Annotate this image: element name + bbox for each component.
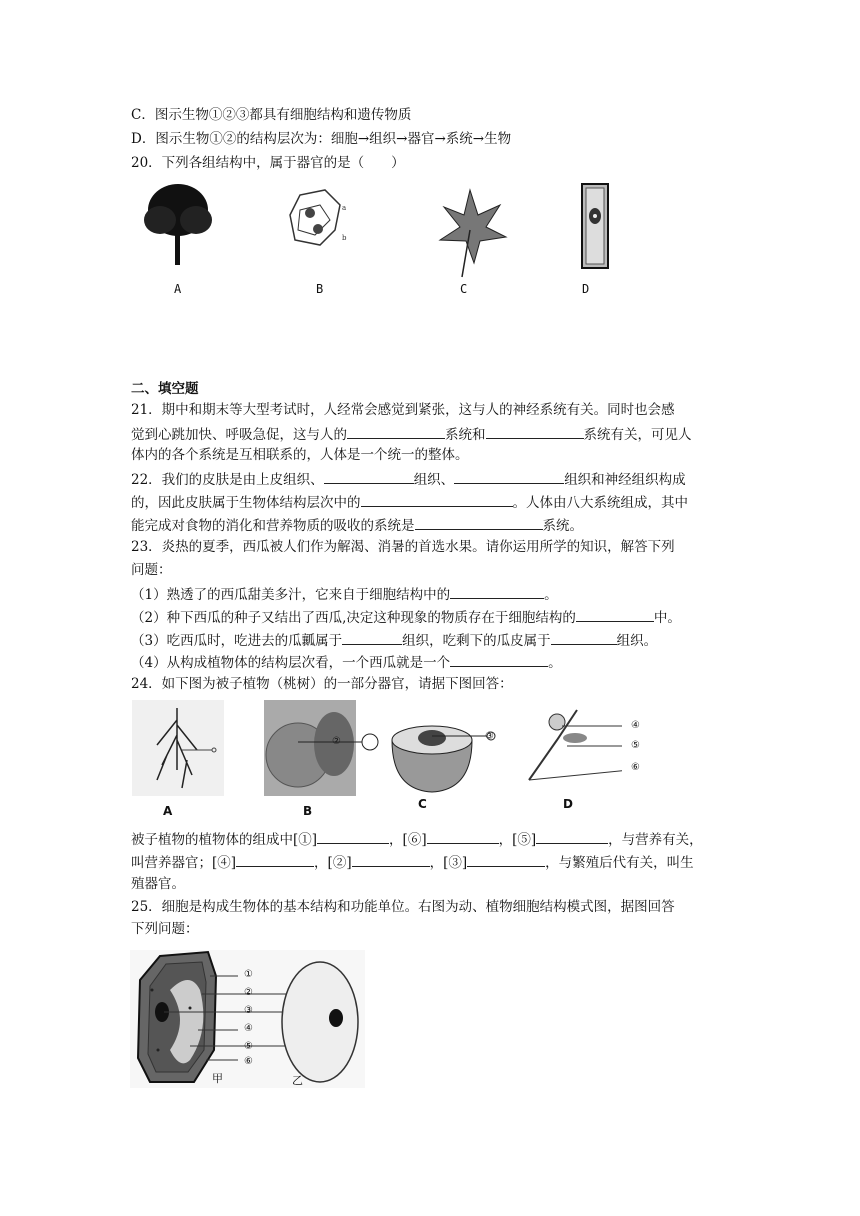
- fig25-num-5: ⑤: [244, 1041, 253, 1052]
- question-22-line1: [131, 469, 686, 489]
- q24-num-5-label: ⑤: [631, 740, 640, 751]
- answer-blank[interactable]: [415, 515, 543, 530]
- root-image: [132, 700, 224, 796]
- q21-text3: 系统有关，可见人: [583, 427, 692, 443]
- q24-text7: ，[③]: [429, 855, 468, 871]
- q24-text5: 叫营养器官；[④]: [131, 855, 237, 871]
- q22-text4: 的，因此皮肤属于生物体结构层次中的: [131, 495, 361, 511]
- fig20-label-a: A: [174, 282, 182, 296]
- peach-fruit-image: [264, 700, 378, 796]
- answer-blank[interactable]: [324, 469, 414, 484]
- answer-blank[interactable]: [450, 652, 548, 667]
- option-d: D．图示生物①②的结构层次为：细胞→组织→器官→系统→生物: [131, 131, 512, 147]
- answer-blank[interactable]: [352, 852, 430, 867]
- question-22-line3: [131, 515, 583, 535]
- fig24-label-b: B: [303, 804, 313, 818]
- q22-text7: 系统。: [542, 518, 583, 534]
- question-21-line1: 21．期中和期末等大型考试时，人经常会感觉到紧张，这与人的神经系统有关。同时也会感: [131, 402, 675, 418]
- question-23-line1: 23．炎热的夏季，西瓜被人们作为解渴、消暑的首选水果。请你运用所学的知识，解答下列: [131, 539, 675, 555]
- q23-4-end: 。: [548, 655, 562, 671]
- q24-images: [132, 700, 622, 818]
- question-24-line2: [131, 829, 703, 849]
- question-21-line3: 体内的各个系统是互相联系的，人体是一个统一的整体。: [131, 447, 469, 463]
- question-23-part4: [131, 652, 562, 672]
- q23-3-mid: 组织，吃剩下的瓜皮属于: [402, 633, 551, 649]
- question-23-part3: [131, 630, 657, 650]
- answer-blank[interactable]: [236, 852, 314, 867]
- question-24-line3: [131, 852, 694, 872]
- peach-cross-section-image: [392, 726, 495, 792]
- answer-blank[interactable]: [486, 424, 584, 439]
- q24-text8: ，与繁殖后代有关，叫生: [545, 855, 694, 871]
- q24-num-3-label: ③: [485, 731, 494, 742]
- q23-2-end: 中。: [653, 610, 681, 626]
- animal-cell: [282, 962, 358, 1082]
- q24-num-4-label: ④: [631, 720, 640, 731]
- q24-text3: ，[⑤]: [498, 832, 537, 848]
- question-25-line1: 25．细胞是构成生物体的基本结构和功能单位。右图为动、植物细胞结构模式图，据图回答: [131, 899, 675, 915]
- q24-num-2-label: ②: [332, 736, 341, 747]
- answer-blank[interactable]: [342, 630, 402, 645]
- answer-blank[interactable]: [450, 584, 544, 599]
- question-25-line2: 下列问题：: [131, 921, 199, 937]
- answer-blank[interactable]: [454, 469, 564, 484]
- q22-text5: 。人体由八大系统组成，其中: [512, 495, 688, 511]
- question-23-line2: 问题：: [131, 562, 172, 578]
- fig25-label-jia: 甲: [212, 1072, 223, 1085]
- fig25-num-2: ②: [244, 987, 253, 998]
- q23-3-text: （3）吃西瓜时，吃进去的瓜瓤属于: [131, 633, 343, 649]
- q23-3-end: 组织。: [616, 633, 658, 649]
- q23-1-text: （1）熟透了的西瓜甜美多汁，它来自于细胞结构中的: [131, 587, 451, 603]
- q24-num-6-label: ⑥: [631, 762, 640, 773]
- flower-branch-image: [529, 710, 622, 780]
- tissue-image: [290, 190, 347, 245]
- question-20: 20．下列各组结构中，属于器官的是（ ）: [131, 155, 405, 171]
- q21-text2: 系统和: [445, 427, 486, 443]
- tree-image: [144, 184, 212, 265]
- fig25-num-6: ⑥: [244, 1056, 253, 1067]
- fig24-label-d: D: [563, 797, 573, 811]
- fig24-label-c: C: [418, 797, 427, 811]
- q24-text1: 被子植物的植物体的组成中[①]: [131, 832, 318, 848]
- q21-text1: 觉到心跳加快、呼吸急促，这与人的: [131, 427, 347, 443]
- fig25-num-3: ③: [244, 1005, 253, 1016]
- answer-blank[interactable]: [347, 424, 445, 439]
- question-24: 24．如下图为被子植物（桃树）的一部分器官，请据下图回答：: [131, 676, 513, 692]
- fig25-num-1: ①: [244, 969, 253, 980]
- q24-text4: ，与营养有关，: [608, 832, 703, 848]
- answer-blank[interactable]: [361, 492, 513, 507]
- fig24-label-a: A: [163, 804, 173, 818]
- answer-blank[interactable]: [576, 607, 654, 622]
- option-c: C．图示生物①②③都具有细胞结构和遗传物质: [131, 107, 412, 123]
- question-23-part1: [131, 584, 558, 604]
- answer-blank[interactable]: [467, 852, 545, 867]
- q22-text2: 组织、: [413, 472, 455, 488]
- q23-4-text: （4）从构成植物体的结构层次看，一个西瓜就是一个: [131, 655, 451, 671]
- q20-images: [140, 180, 620, 280]
- question-23-part2: [131, 607, 681, 627]
- fig25-label-yi: 乙: [292, 1074, 303, 1087]
- fig20-label-d: D: [582, 282, 590, 296]
- question-22-line2: [131, 492, 688, 512]
- svg-text:a: a: [342, 204, 347, 212]
- q23-1-end: 。: [544, 587, 558, 603]
- q24-text2: ，[⑥]: [389, 832, 427, 848]
- fig20-label-b: B: [316, 282, 324, 296]
- q23-2-text: （2）种下西瓜的种子又结出了西瓜,决定这种现象的物质存在于细胞结构的: [131, 610, 576, 626]
- answer-blank[interactable]: [551, 630, 617, 645]
- leaf-image: [440, 190, 506, 277]
- plant-cell-image: [582, 184, 608, 268]
- q24-text6: ，[②]: [314, 855, 352, 871]
- answer-blank[interactable]: [427, 829, 499, 844]
- fig20-label-c: C: [460, 282, 468, 296]
- q22-text1: 22．我们的皮肤是由上皮组织、: [131, 472, 324, 488]
- answer-blank[interactable]: [536, 829, 608, 844]
- question-24-line4: 殖器官。: [131, 876, 185, 892]
- fig25-num-4: ④: [244, 1023, 253, 1034]
- plant-cell: [138, 952, 216, 1082]
- section-title: 二、填空题: [131, 381, 199, 397]
- answer-blank[interactable]: [317, 829, 389, 844]
- q22-text6: 能完成对食物的消化和营养物质的吸收的系统是: [131, 518, 415, 534]
- q22-text3: 组织和神经组织构成: [564, 472, 686, 488]
- svg-text:b: b: [342, 234, 347, 242]
- question-21-line2: [131, 424, 692, 444]
